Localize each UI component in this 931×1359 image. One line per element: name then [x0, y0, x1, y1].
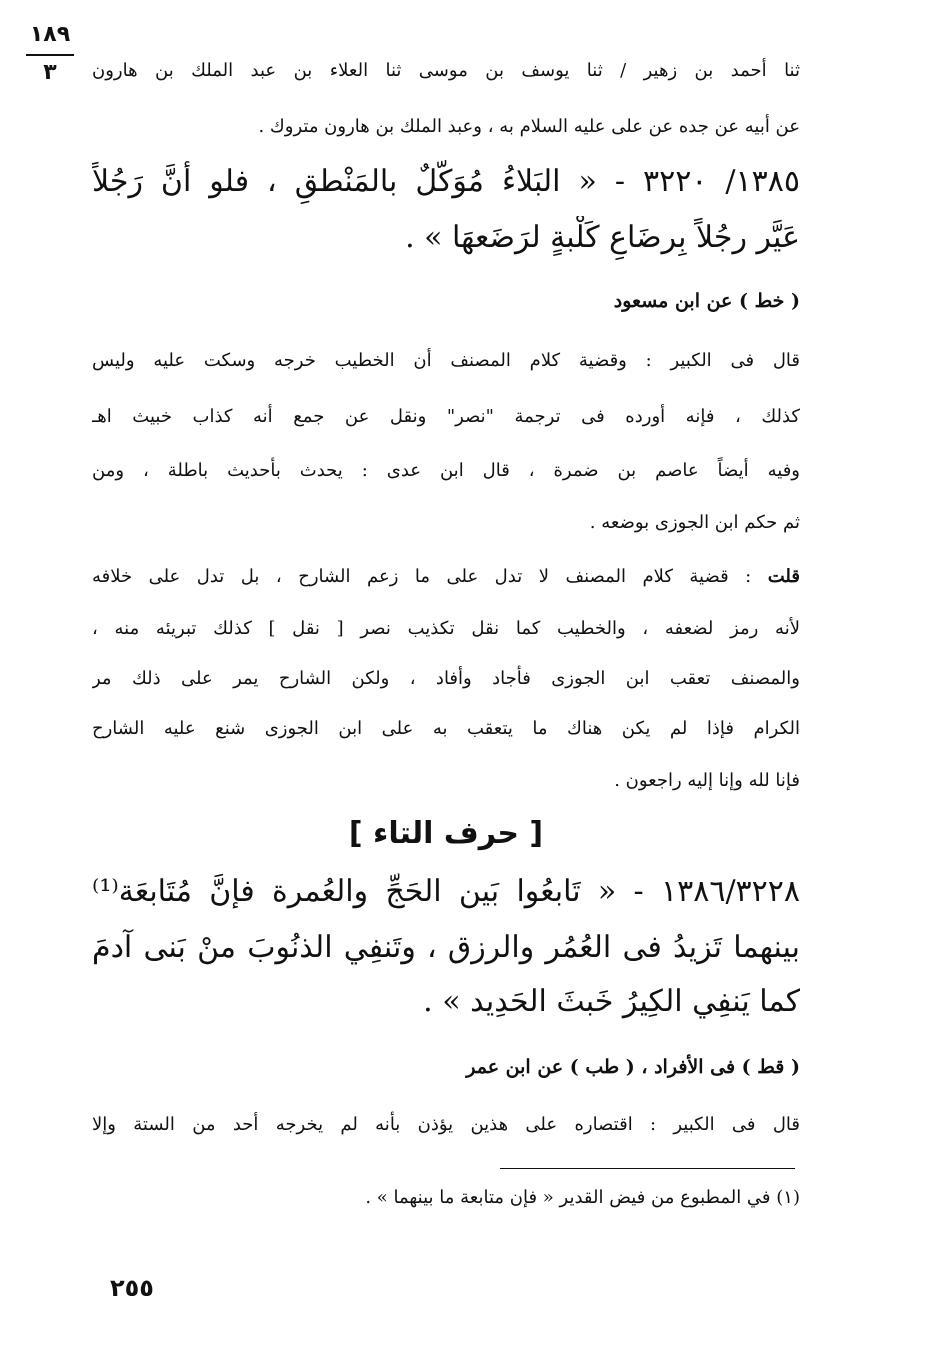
section-heading: [ حرف التاء ]	[348, 816, 544, 851]
qultu-line	[92, 562, 800, 594]
page-number: ٢٥٥	[110, 1274, 154, 1302]
hadith-1385-commentary-line: ثم حكم ابن الجوزى بوضعه .	[589, 512, 800, 533]
hadith-1385-line: عَيَّر رجُلاً بِرضَاعِ كَلْبةٍ لرَضَعهَا » .	[405, 220, 800, 255]
qultu-text: : قضية كلام المصنف لا تدل على ما زعم الشارح ، بل تدل على خلافه	[92, 566, 752, 587]
hadith-1385-commentary-line: كذلك ، فإنه أورده فى ترجمة "نصر" ونقل عن جمع أنه كذاب خبيث اهـ	[92, 406, 800, 427]
qultu-line: والمصنف تعقب ابن الجوزى فأجاد وأفاد ، ولكن الشارح يمر على ذلك مر	[92, 668, 800, 689]
intro-line: ثنا أحمد بن زهير / ثنا يوسف بن موسى ثنا العلاء بن عبد الملك بن هارون	[92, 60, 800, 81]
intro-line: عن أبيه عن جده عن على عليه السلام به ، وعبد الملك بن هارون متروك .	[258, 116, 800, 137]
hadith-1385-commentary-line: وفيه أيضاً عاصم بن ضمرة ، قال ابن عدى : يحدث بأحديث باطلة ، ومن	[92, 460, 800, 481]
margin-reference	[22, 20, 78, 88]
margin-reference-top: ١٨٩	[29, 22, 71, 47]
qultu-line: الكرام فإذا لم يكن هناك ما يتعقب به على ابن الجوزى شنع عليه الشارح	[92, 718, 800, 739]
margin-reference-divider	[26, 54, 74, 56]
qultu-label: قلت	[767, 566, 800, 587]
hadith-1385-source: ( خط ) عن ابن مسعود	[613, 290, 800, 312]
qultu-line: فإنا لله وإنا إليه راجعون .	[614, 770, 800, 791]
hadith-1386-source: ( قط ) فى الأفراد ، ( طب ) عن ابن عمر	[466, 1056, 800, 1078]
qultu-line: لأنه رمز لضعفه ، والخطيب كما نقل تكذيب نصر [ نقل ] كذلك تبريئه منه ،	[92, 618, 800, 639]
footnote-divider	[500, 1168, 795, 1169]
hadith-1386-line: ١٣٨٦/٣٢٢٨ - « تَابعُوا بَين الحَجِّ والعُمرة فإنَّ مُتَابعَة⁽¹⁾	[92, 874, 800, 909]
margin-reference-bottom: ٣	[43, 60, 57, 85]
hadith-1386-commentary-line: قال فى الكبير : اقتصاره على هذين يؤذن بأنه لم يخرجه أحد من الستة وإلا	[92, 1114, 800, 1135]
hadith-1385-line: ١٣٨٥/ ٣٢٢٠ - « البَلاءُ مُوَكَّلٌ بالمَنْطقِ ، فلو أنَّ رَجُلاً	[92, 164, 800, 199]
footnote: (١) في المطبوع من فيض القدير « فإن متابعة ما بينهما » .	[365, 1187, 800, 1208]
hadith-1385-commentary-line: قال فى الكبير : وقضية كلام المصنف أن الخطيب خرجه وسكت عليه وليس	[92, 350, 800, 371]
hadith-1386-line: بينهما تَزيدُ فى العُمُر والرزق ، وتَنفِي الذنُوبَ منْ بَنى آدمَ	[92, 930, 800, 965]
hadith-1386-line: كما يَنفِي الكِيرُ خَبثَ الحَدِيد » .	[423, 984, 800, 1019]
